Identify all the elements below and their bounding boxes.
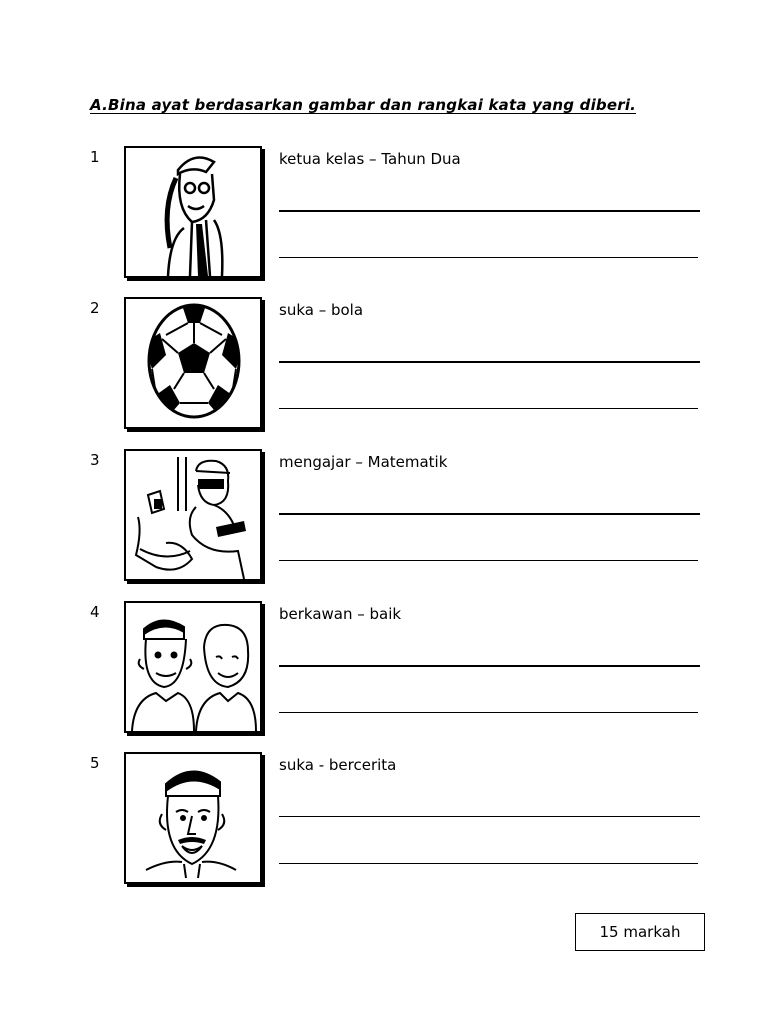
question-picture	[124, 146, 262, 278]
question-number: 3	[90, 451, 100, 469]
answer-line[interactable]	[279, 712, 698, 713]
two-friends-icon	[126, 603, 260, 731]
question-1	[0, 146, 768, 286]
answer-line[interactable]	[279, 210, 700, 212]
answer-line[interactable]	[279, 513, 700, 515]
marks-box	[575, 913, 705, 951]
answer-line[interactable]	[279, 863, 698, 864]
prompt-words: berkawan – baik	[279, 605, 402, 623]
prompt-words: ketua kelas – Tahun Dua	[279, 150, 461, 168]
answer-line[interactable]	[279, 361, 700, 363]
answer-line[interactable]	[279, 257, 698, 258]
question-number: 2	[90, 299, 100, 317]
answer-line[interactable]	[279, 408, 698, 409]
teacher-icon	[126, 451, 260, 579]
question-picture	[124, 297, 262, 429]
question-picture	[124, 752, 262, 884]
question-2	[0, 297, 768, 437]
worksheet-heading: A.Bina ayat berdasarkan gambar dan rangkai kata yang diberi.	[90, 96, 637, 114]
question-number: 4	[90, 603, 100, 621]
question-5	[0, 752, 768, 892]
answer-line[interactable]	[279, 560, 698, 561]
question-number: 5	[90, 754, 100, 772]
answer-line[interactable]	[279, 816, 700, 817]
prompt-words: suka – bola	[279, 301, 364, 319]
question-picture	[124, 601, 262, 733]
man-with-cap-icon	[126, 754, 260, 882]
question-number: 1	[90, 148, 100, 166]
prompt-words: suka - bercerita	[279, 756, 397, 774]
football-icon	[126, 299, 260, 427]
prompt-words: mengajar – Matematik	[279, 453, 448, 471]
question-3	[0, 449, 768, 589]
question-4	[0, 601, 768, 741]
student-girl-icon	[126, 148, 260, 276]
marks-label: 15 markah	[599, 923, 681, 941]
question-picture	[124, 449, 262, 581]
answer-line[interactable]	[279, 665, 700, 667]
